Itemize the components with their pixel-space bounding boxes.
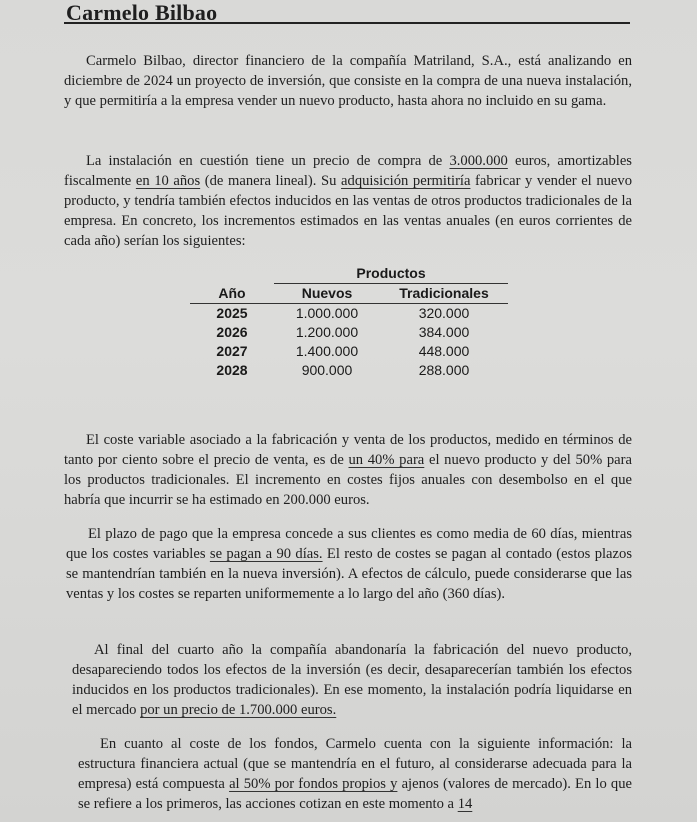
paragraph-payment-terms xyxy=(66,524,632,604)
table-cell-traditional: 448.000 xyxy=(418,343,470,359)
p3-text-c: el nuevo producto y del 50% para los productos tradicionales. El incremento en costes fijos anuales con desembolso en el que habría que incurrir se ha estimado en 200.000 euros. xyxy=(64,452,633,508)
paragraph-cost-of-funds xyxy=(78,734,632,814)
p4-text-a: El plazo de pago que la empresa concede a sus clientes es como media de 60 días, mientras que los costes variables xyxy=(66,526,632,562)
table-cell-new: 1.200.000 xyxy=(295,324,359,340)
p2-underline-years: en 10 años xyxy=(135,173,201,189)
table-cell-traditional: 384.000 xyxy=(418,324,470,340)
p6-underline-price: 14 xyxy=(457,796,473,812)
paragraph-variable-costs xyxy=(64,430,632,510)
paragraph-intro: Carmelo Bilbao, director financiero de la compañía Matriland, S.A., está analizando en diciembre de 2024 un proyecto de inversión, que consiste en la compra de una nueva instalación, y que permitiría a la empresa vender un nuevo producto, hasta ahora no incluido en su gama. xyxy=(64,53,632,109)
table-row xyxy=(190,361,508,380)
p2-text-e: (de manera lineal). Su xyxy=(200,173,342,189)
p3-underline-percent: un 40% para xyxy=(348,452,425,468)
table-group-header: Productos xyxy=(274,264,508,284)
p6-text-a: En cuanto al coste de los fondos, Carmelo cuenta con la siguiente información: la estructura financiera actual (que se mantendría en el futuro, al considerarse adecuada para la empresa) está compuesta xyxy=(78,736,632,792)
p4-text-c: El resto de costes se pagan al contado (estos plazos se mantendrían también en la nueva inversión). A efectos de cálculo, puede considerarse que las ventas y los costes se reparten uniformemente a lo largo del año (360 días). xyxy=(66,546,632,602)
title-rule xyxy=(64,22,630,24)
table-row xyxy=(190,342,508,361)
table-cell-new: 900.000 xyxy=(301,362,353,378)
table-header-traditional: Tradicionales xyxy=(380,284,508,304)
table-cell-new: 1.000.000 xyxy=(295,305,359,321)
table-row xyxy=(190,323,508,342)
p2-underline-acquisition: adquisición permitiría xyxy=(341,173,471,189)
p2-underline-price: 3.000.000 xyxy=(449,153,508,169)
table-header-year: Año xyxy=(190,284,274,304)
p2-text-c: euros, amortizables fiscalmente xyxy=(64,153,632,189)
p5-text-a: Al final del cuarto año la compañía abandonaría la fabricación del nuevo producto, desapareciendo todos los efectos de la inversión (es decir, desaparecerían también los efectos inducidos en los productos tradicionales). En ese momento, la instalación podría liquidarse en el mercado xyxy=(72,642,632,718)
p2-text-g: fabricar y vender el nuevo producto, y tendría también efectos inducidos en las ventas de otros productos tradicionales de la empresa. En concreto, los incrementos estimados en las ventas anuales (en euros corrientes de cada año) serían los siguientes: xyxy=(64,173,632,249)
table-header-new: Nuevos xyxy=(274,284,380,304)
table-cell-year: 2028 xyxy=(216,362,248,378)
p4-underline-days: se pagan a 90 días. xyxy=(209,546,323,562)
p5-underline-price: por un precio de 1.700.000 euros. xyxy=(140,702,337,718)
paragraph-installation xyxy=(64,151,632,251)
p2-text-a: La instalación en cuestión tiene un precio de compra de xyxy=(86,153,450,169)
table-corner xyxy=(190,264,274,284)
p3-text-a: El coste variable asociado a la fabricación y venta de los productos, medido en términos de tanto por ciento sobre el precio de venta, es de xyxy=(64,432,632,468)
table-cell-year: 2026 xyxy=(216,324,248,340)
document-title: Carmelo Bilbao xyxy=(66,0,218,25)
table-cell-traditional: 320.000 xyxy=(418,305,470,321)
table-cell-year: 2025 xyxy=(216,305,248,321)
table-cell-traditional: 288.000 xyxy=(418,362,470,378)
table-cell-new: 1.400.000 xyxy=(295,343,359,359)
table-row xyxy=(190,304,508,324)
p6-underline-structure: al 50% por fondos propios y xyxy=(229,776,398,792)
table-cell-year: 2027 xyxy=(216,343,248,359)
p6-text-c: ajenos (valores de mercado). En lo que se refiere a los primeros, las acciones cotizan en este momento a xyxy=(78,776,632,812)
sales-table xyxy=(190,264,508,380)
paragraph-liquidation xyxy=(72,640,632,720)
